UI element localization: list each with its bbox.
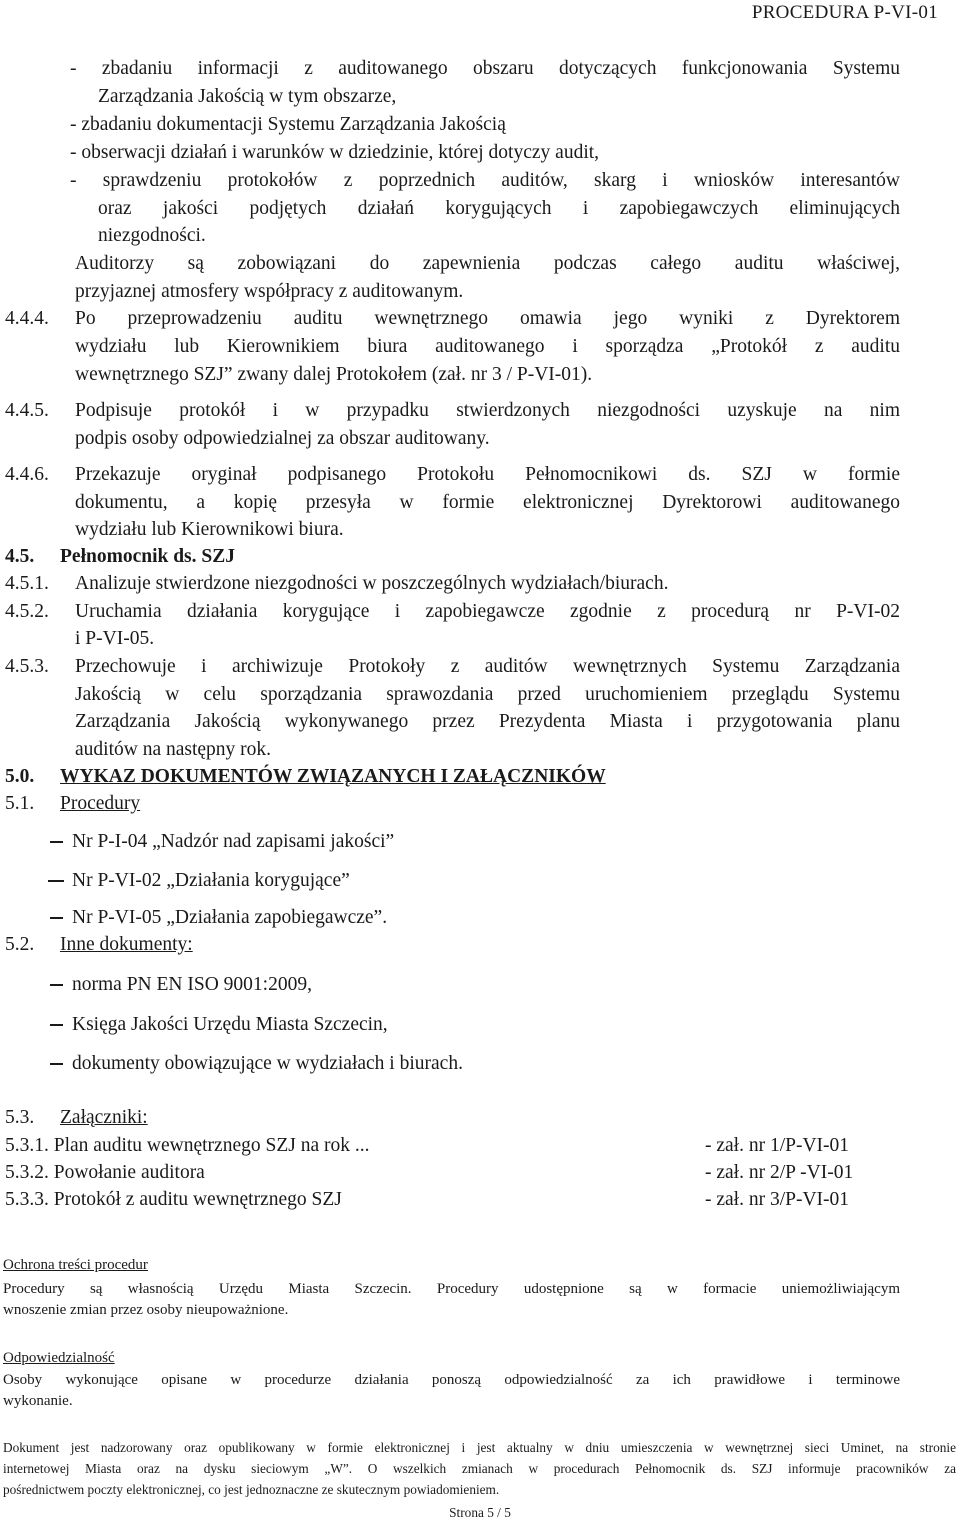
item-text: Po przeprowadzeniu auditu wewnętrznego omawia jego wyniki z Dyrektorem <box>75 308 900 329</box>
section-number: 5.3. <box>5 1107 35 1128</box>
paragraph: przyjaznej atmosfery współpracy z auditowanym. <box>75 281 464 302</box>
list-item: Nr P-VI-02 „Działania korygujące” <box>72 870 350 891</box>
list-item: - sprawdzeniu protokołów z poprzednich auditów, skarg i wniosków interesantów <box>70 170 900 191</box>
item-number: 4.4.5. <box>5 400 49 421</box>
list-item: norma PN EN ISO 9001:2009, <box>72 974 312 995</box>
responsibility-title: Odpowiedzialność <box>3 1350 115 1366</box>
section-number: 5.2. <box>5 934 35 955</box>
protection-text: wnoszenie zmian przez osoby nieupoważnione. <box>3 1302 289 1318</box>
section-number: 5.0. <box>5 766 35 787</box>
dash-bullet <box>50 1024 63 1026</box>
list-item: - zbadaniu dokumentacji Systemu Zarządzania Jakością <box>70 114 506 135</box>
paragraph: Auditorzy są zobowiązani do zapewnienia podczas całego auditu właściwej, <box>75 253 900 274</box>
section-number: 4.5. <box>5 546 35 567</box>
document-header: PROCEDURA P-VI-01 <box>751 2 938 23</box>
section-title: Inne dokumenty: <box>60 934 193 955</box>
attachment-label: 5.3.2. Powołanie auditora <box>5 1162 205 1183</box>
dash-bullet <box>50 1063 63 1065</box>
attachment-label: 5.3.1. Plan auditu wewnętrznego SZJ na rok ... <box>5 1135 370 1156</box>
responsibility-text: Osoby wykonujące opisane w procedurze działania ponoszą odpowiedzialność za ich prawidłowe i terminowe <box>3 1372 900 1388</box>
section-title: Załączniki: <box>60 1107 148 1128</box>
list-item: - zbadaniu informacji z auditowanego obszaru dotyczących funkcjonowania Systemu <box>70 58 900 79</box>
attachment-ref: - zał. nr 3/P-VI-01 <box>705 1189 850 1210</box>
item-text: Zarządzania Jakością wykonywanego przez Prezydenta Miasta i przygotowania planu <box>75 711 900 732</box>
item-text: dokumentu, a kopię przesyła w formie elektronicznej Dyrektorowi auditowanego <box>75 492 900 513</box>
section-title: WYKAZ DOKUMENTÓW ZWIĄZANYCH I ZAŁĄCZNIKÓW <box>60 766 606 787</box>
dash-bullet <box>50 917 63 919</box>
item-number: 4.5.2. <box>5 601 49 622</box>
list-item: Księga Jakości Urzędu Miasta Szczecin, <box>72 1014 388 1035</box>
item-number: 4.5.3. <box>5 656 49 677</box>
item-text: wydziału lub Kierownikiem biura auditowanego i sporządza „Protokół z auditu <box>75 336 900 357</box>
footer-text: internetowej Miasta oraz na dysku sieciowym „W”. O wszelkich zmianach w procedurach Pełnomocnik ds. SZJ informuje pracowników za <box>3 1461 956 1476</box>
list-item: Nr P-I-04 „Nadzór nad zapisami jakości” <box>72 831 395 852</box>
item-text: auditów na następny rok. <box>75 739 272 760</box>
responsibility-text: wykonanie. <box>3 1393 73 1409</box>
protection-text: Procedury są własnością Urzędu Miasta Szczecin. Procedury udostępnione są w formacie uniemożliwiającym <box>3 1281 900 1297</box>
item-text: Analizuje stwierdzone niezgodności w poszczególnych wydziałach/biurach. <box>75 573 669 594</box>
item-text: wydziału lub Kierownikowi biura. <box>75 519 344 540</box>
item-text: Podpisuje protokół i w przypadku stwierdzonych niezgodności uzyskuje na nim <box>75 400 900 421</box>
page-number: Strona 5 / 5 <box>449 1505 511 1520</box>
footer-text: Dokument jest nadzorowany oraz opublikowany w formie elektronicznej i jest aktualny w dniu umieszczenia w wewnętrznej sieci Uminet, na stronie <box>3 1440 956 1455</box>
list-item: niezgodności. <box>98 225 206 246</box>
dash-bullet <box>48 880 64 882</box>
item-text: Uruchamia działania korygujące i zapobiegawcze zgodnie z procedurą nr P-VI-02 <box>75 601 900 622</box>
section-title: Procedury <box>60 793 141 814</box>
section-number: 5.1. <box>5 793 35 814</box>
dash-bullet <box>50 841 63 843</box>
item-text: i P-VI-05. <box>75 628 155 649</box>
protection-title: Ochrona treści procedur <box>3 1257 148 1273</box>
item-text: podpis osoby odpowiedzialnej za obszar auditowany. <box>75 428 490 449</box>
section-title: Pełnomocnik ds. SZJ <box>60 546 235 567</box>
item-text: Przekazuje oryginał podpisanego Protokołu Pełnomocnikowi ds. SZJ w formie <box>75 464 900 485</box>
list-item: dokumenty obowiązujące w wydziałach i biurach. <box>72 1053 463 1074</box>
list-item: Nr P-VI-05 „Działania zapobiegawcze”. <box>72 907 388 928</box>
item-number: 4.4.6. <box>5 464 49 485</box>
item-number: 4.4.4. <box>5 308 49 329</box>
item-text: wewnętrznego SZJ” zwany dalej Protokołem (zał. nr 3 / P-VI-01). <box>75 364 593 385</box>
item-number: 4.5.1. <box>5 573 49 594</box>
attachment-label: 5.3.3. Protokół z auditu wewnętrznego SZJ <box>5 1189 342 1210</box>
list-item: Zarządzania Jakością w tym obszarze, <box>98 86 397 107</box>
attachment-ref: - zał. nr 2/P -VI-01 <box>705 1162 854 1183</box>
dash-bullet <box>50 984 63 986</box>
attachment-ref: - zał. nr 1/P-VI-01 <box>705 1135 850 1156</box>
item-text: Jakością w celu sporządzania sprawozdania przed uruchomieniem przeglądu Systemu <box>75 684 900 705</box>
list-item: - obserwacji działań i warunków w dziedzinie, której dotyczy audit, <box>70 142 600 163</box>
footer-text: pośrednictwem poczty elektronicznej, co jest jednoznaczne ze skutecznym powiadomieniem. <box>3 1482 500 1497</box>
item-text: Przechowuje i archiwizuje Protokoły z auditów wewnętrznych Systemu Zarządzania <box>75 656 900 677</box>
list-item: oraz jakości podjętych działań korygujących i zapobiegawczych eliminujących <box>98 198 900 219</box>
